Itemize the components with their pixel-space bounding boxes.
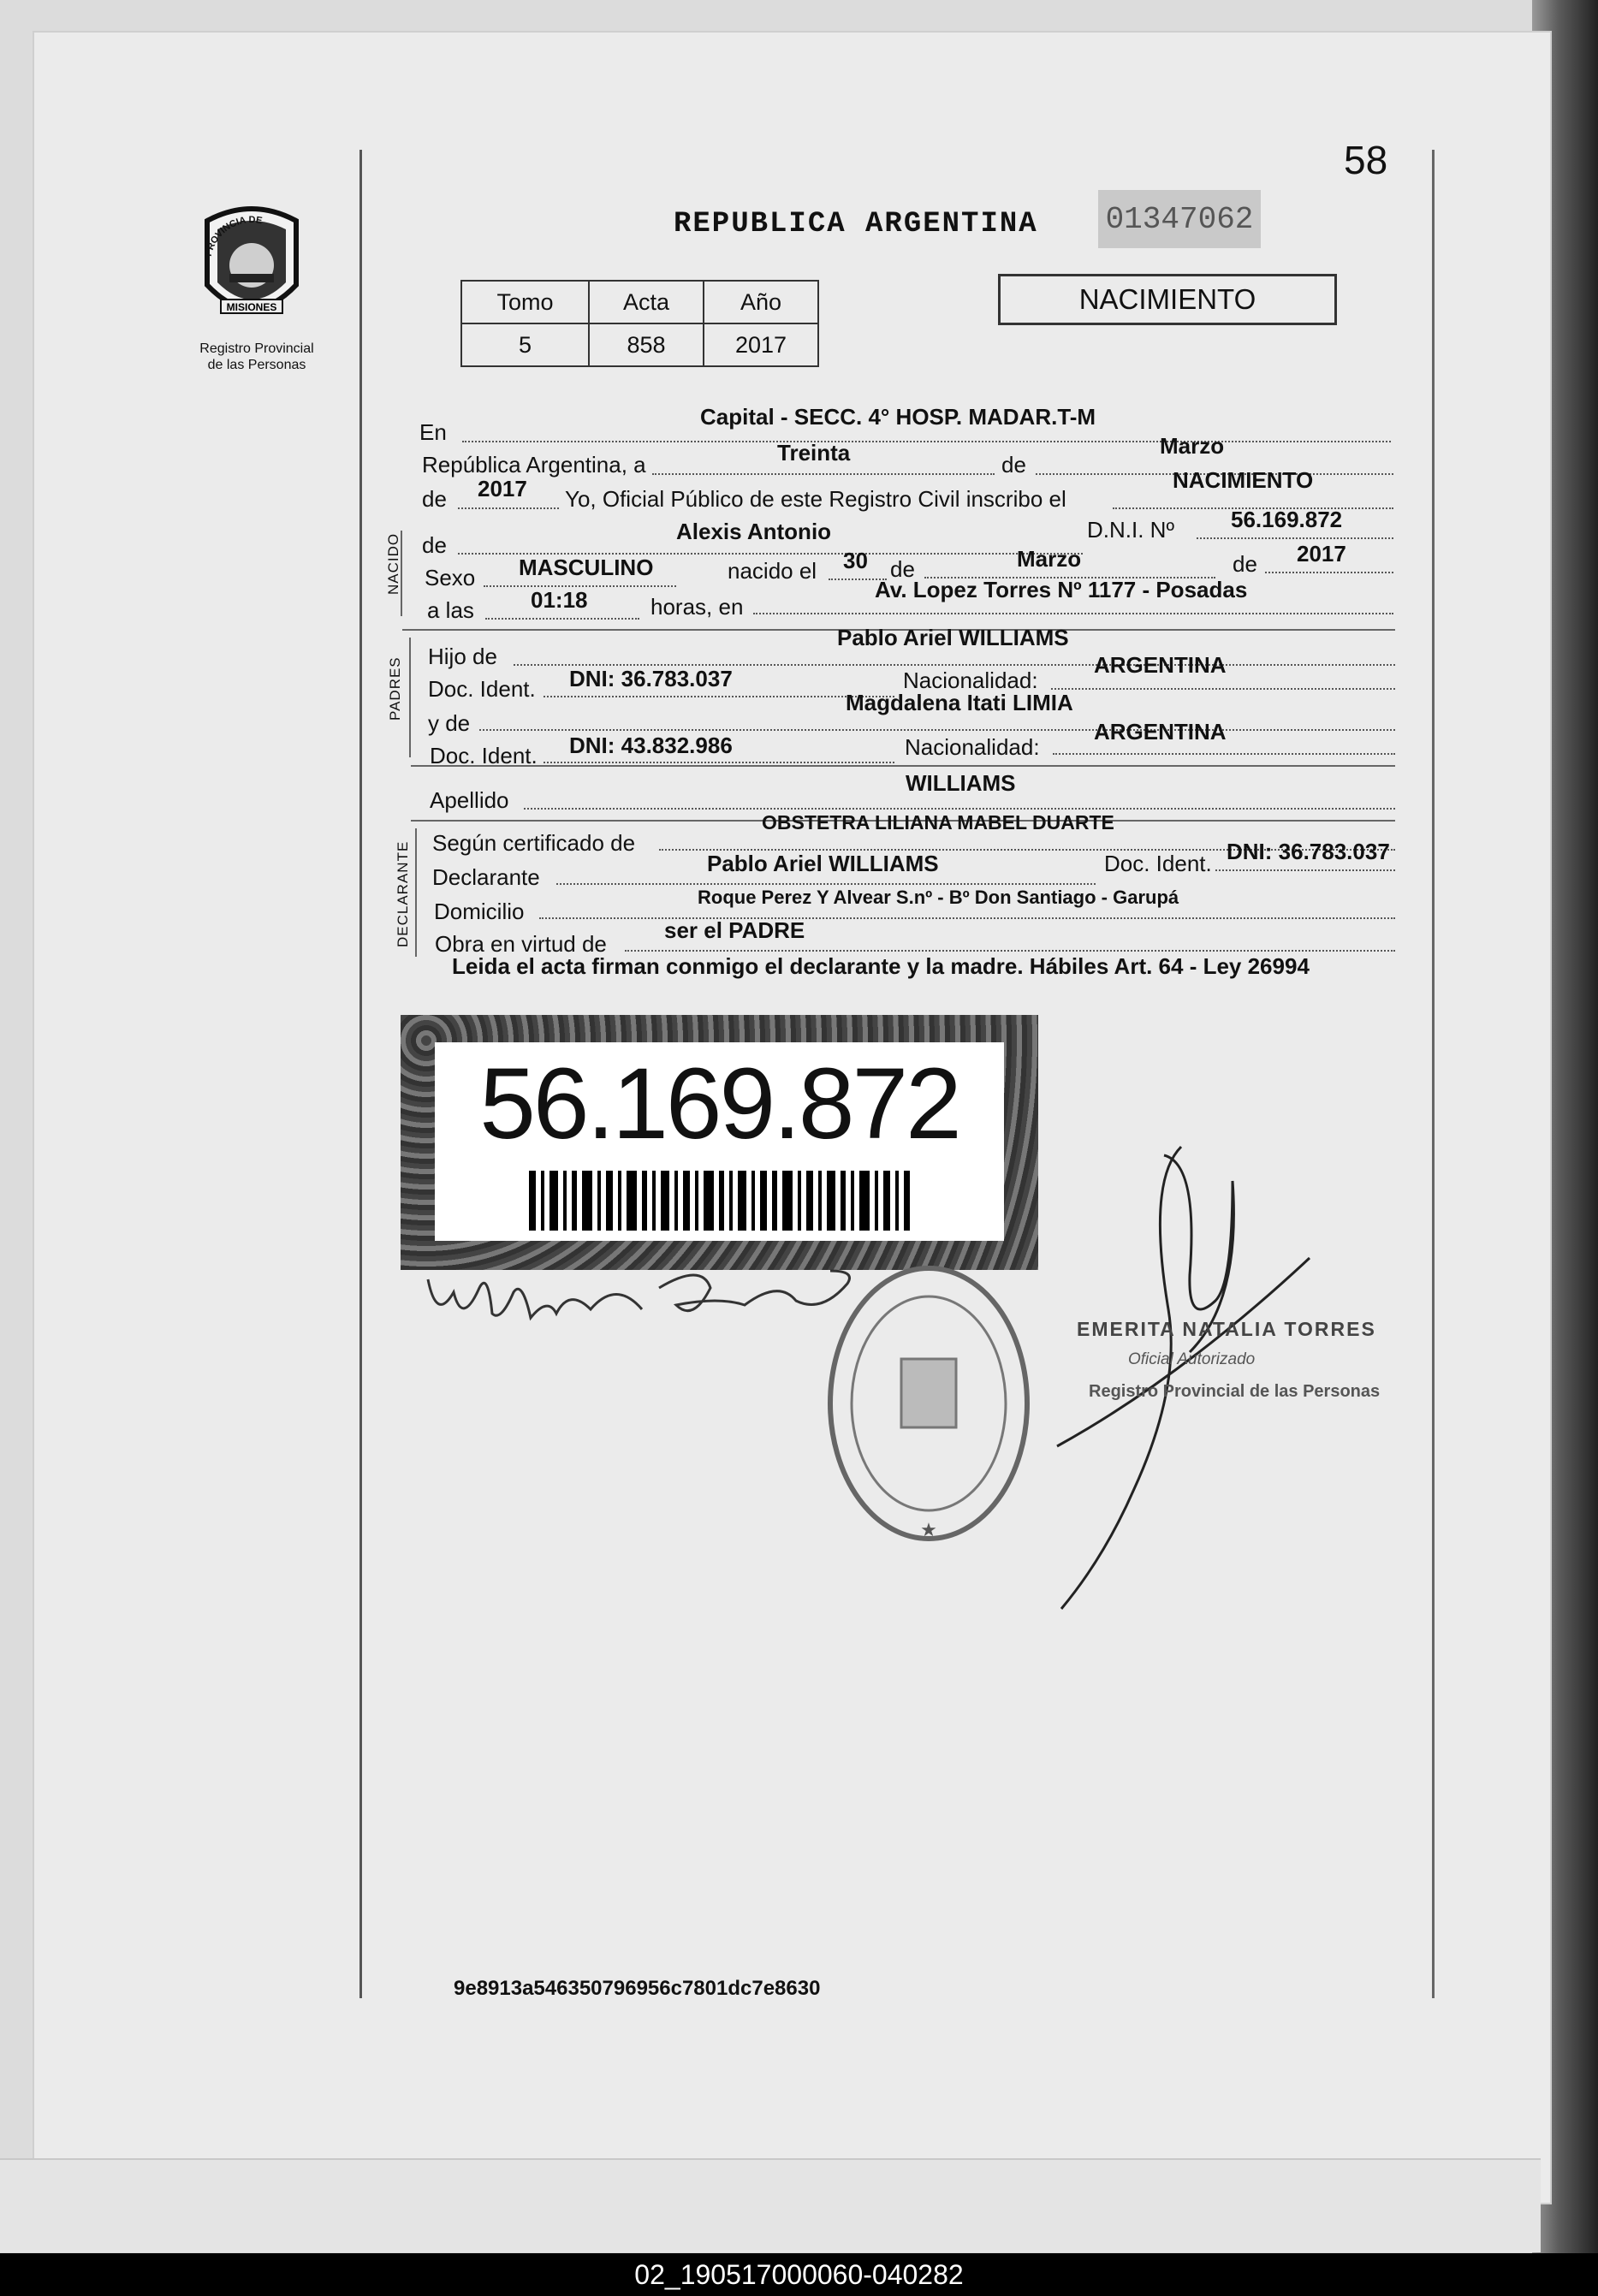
document-hash: 9e8913a546350796956c7801dc7e8630	[454, 1977, 821, 2000]
sheet-bottom-edge	[0, 2158, 1541, 2252]
acta-value-anio: 2017	[704, 323, 818, 366]
dotted-line	[652, 473, 995, 475]
section-label-declarante: DECLARANTE	[395, 840, 411, 947]
dotted-line	[1053, 753, 1395, 755]
label-de-year: de	[422, 486, 447, 512]
acta-value-acta: 858	[589, 323, 704, 366]
dotted-line	[1215, 869, 1395, 871]
svg-text:★: ★	[920, 1519, 937, 1540]
dotted-line	[462, 441, 1391, 442]
acta-header-anio: Año	[704, 281, 818, 323]
dotted-line	[479, 729, 1395, 731]
value-sex: MASCULINO	[519, 555, 654, 580]
value-day-words: Treinta	[777, 440, 851, 466]
dotted-line	[458, 507, 559, 509]
section-label-nacido: NACIDO	[385, 532, 401, 595]
label-en: En	[419, 419, 447, 445]
value-address: Roque Perez Y Alvear S.nº - Bº Don Santiago - Garupá	[698, 887, 1179, 908]
label-dni: D.N.I. Nº	[1087, 517, 1174, 543]
round-seal	[822, 1258, 1036, 1549]
label-a-las: a las	[427, 597, 474, 623]
value-year: 2017	[478, 476, 527, 501]
acta-value-tomo: 5	[461, 323, 589, 366]
label-horas-en: horas, en	[650, 594, 744, 620]
registry-label-line2: de las Personas	[207, 358, 306, 372]
value-declarant-doc: DNI: 36.783.037	[1227, 839, 1390, 864]
dotted-line	[556, 883, 1096, 885]
label-obra-en-virtud: Obra en virtud de	[435, 931, 607, 957]
acta-header-tomo: Tomo	[461, 281, 589, 323]
dotted-line	[1051, 688, 1395, 690]
section-divider	[415, 828, 417, 957]
official-stamp-org: Registro Provincial de las Personas	[1089, 1382, 1381, 1401]
sticker-number: 56.169.872	[479, 1047, 959, 1160]
label-nacionalidad-mother: Nacionalidad:	[905, 734, 1040, 760]
page-number: 58	[1344, 138, 1388, 182]
label-segun-certificado: Según certificado de	[432, 830, 636, 856]
registry-label	[184, 341, 330, 373]
label-doc-ident-mother: Doc. Ident.	[430, 743, 538, 768]
value-in-virtue-of: ser el PADRE	[664, 917, 805, 943]
label-nacido-el: nacido el	[728, 558, 817, 584]
value-child-name: Alexis Antonio	[676, 519, 832, 544]
label-apellido: Apellido	[430, 787, 509, 813]
svg-text:MISIONES: MISIONES	[226, 301, 277, 313]
label-declarante: Declarante	[432, 864, 540, 890]
dotted-line	[544, 762, 894, 763]
value-certificate-by: OBSTETRA LILIANA MABEL DUARTE	[762, 811, 1114, 834]
svg-text:PROVINCIA DE: PROVINCIA DE	[203, 214, 264, 258]
label-doc-ident-father: Doc. Ident.	[428, 676, 536, 702]
dotted-line	[753, 613, 1393, 614]
value-act-type: NACIMIENTO	[1173, 467, 1314, 493]
value-birth-month: Marzo	[1017, 546, 1082, 572]
value-father-doc: DNI: 36.783.037	[569, 666, 733, 691]
value-birth-day: 30	[843, 548, 868, 573]
value-birth-time: 01:18	[531, 587, 588, 613]
value-mother-doc: DNI: 43.832.986	[569, 733, 733, 758]
label-republica: República Argentina, a	[422, 452, 646, 478]
dotted-line	[544, 696, 894, 697]
label-y-de: y de	[428, 710, 471, 736]
dotted-line	[485, 618, 639, 620]
label-hijo-de: Hijo de	[428, 644, 497, 669]
official-stamp-role: Oficial Autorizado	[1128, 1350, 1256, 1368]
registry-label-line1: Registro Provincial	[199, 341, 314, 356]
value-mother-name: Magdalena Itati LIMIA	[846, 690, 1073, 715]
section-divider	[409, 638, 411, 757]
barcode-icon	[529, 1171, 910, 1231]
value-mother-nationality: ARGENTINA	[1094, 719, 1227, 745]
value-declarant-name: Pablo Ariel WILLIAMS	[707, 851, 939, 876]
id-sticker	[401, 1015, 1038, 1270]
label-de-name: de	[422, 532, 447, 558]
value-birth-place: Av. Lopez Torres Nº 1177 - Posadas	[875, 577, 1248, 602]
official-stamp-name: EMERITA NATALIA TORRES	[1077, 1318, 1376, 1340]
label-doc-ident-declarant: Doc. Ident.	[1104, 851, 1212, 876]
label-de-birth-month: de	[890, 556, 915, 582]
sticker-label	[435, 1042, 1004, 1241]
official-signature	[1053, 1130, 1327, 1617]
document-type-box: NACIMIENTO	[998, 274, 1337, 325]
value-surname: WILLIAMS	[906, 770, 1016, 796]
value-child-dni: 56.169.872	[1231, 507, 1343, 532]
label-sexo: Sexo	[425, 565, 476, 590]
dotted-line	[1265, 572, 1393, 573]
document-title: REPUBLICA ARGENTINA	[674, 208, 1038, 240]
serial-number: 01347062	[1098, 190, 1261, 248]
label-yo-oficial: Yo, Oficial Público de este Registro Civil inscribo el	[565, 486, 1066, 512]
value-month: Marzo	[1160, 433, 1225, 459]
dotted-line	[1197, 537, 1393, 539]
declarant-signature	[419, 1245, 864, 1339]
closing-text: Leida el acta firman conmigo el declarante y la madre. Hábiles Art. 64 - Ley 26994	[452, 953, 1310, 979]
value-father-nationality: ARGENTINA	[1094, 652, 1227, 678]
label-de-month: de	[1001, 452, 1026, 478]
province-seal-icon	[195, 204, 308, 332]
label-domicilio: Domicilio	[434, 899, 525, 924]
label-de-birth-year: de	[1233, 551, 1257, 577]
section-rule	[411, 765, 1395, 767]
label-nacionalidad-father: Nacionalidad:	[903, 667, 1038, 693]
value-place: Capital - SECC. 4° HOSP. MADAR.T-M	[700, 404, 1096, 430]
dotted-line	[524, 808, 1395, 810]
footer-id-bar: 02_190517000060-040282	[0, 2253, 1598, 2296]
value-birth-year: 2017	[1297, 541, 1346, 567]
acta-header-acta: Acta	[589, 281, 704, 323]
value-father-name: Pablo Ariel WILLIAMS	[837, 625, 1069, 650]
section-label-padres: PADRES	[387, 656, 403, 721]
